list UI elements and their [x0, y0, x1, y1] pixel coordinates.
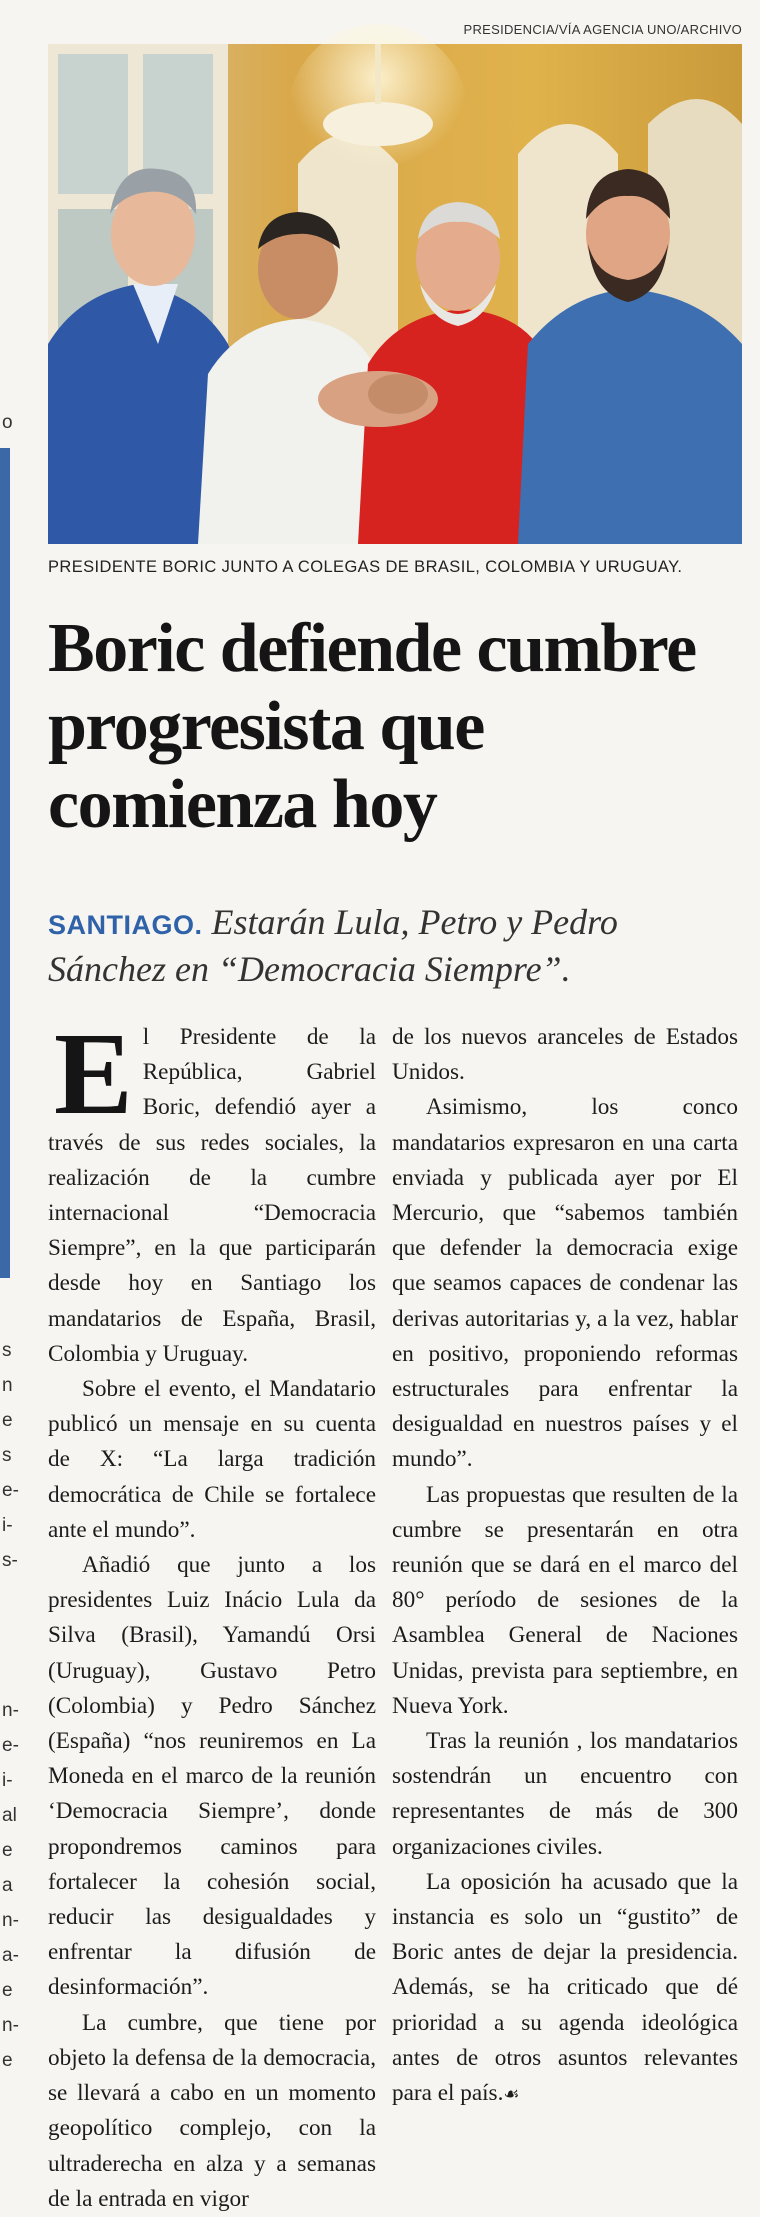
body-paragraph: Las propuestas que resulten de la cumbre se presentarán en otra reunión que se dará en el marco del 80° período de sesiones de la Asamblea General de Naciones Unidas, prevista para septiembre, en Nueva York. — [392, 1481, 738, 1719]
article-headline: Boric defiende cumbre progresista que comienza hoy — [48, 610, 696, 843]
adjacent-text-fragment: n- — [2, 2015, 19, 2036]
body-paragraph: de los nuevos aranceles de Estados Unidos. — [392, 1024, 738, 1086]
adjacent-text-fragment: s- — [2, 1550, 18, 1571]
body-column-2 — [392, 1020, 738, 2112]
presidents-photo-illustration — [48, 44, 742, 544]
adjacent-article-edge — [0, 0, 19, 2132]
adjacent-text-fragment: e- — [2, 1735, 19, 1756]
photo-caption: PRESIDENTE BORIC JUNTO A COLEGAS DE BRASIL, COLOMBIA Y URUGUAY. — [48, 558, 683, 576]
adjacent-text-fragment: a- — [2, 1945, 19, 1966]
paragraph-text: l Presidente de la República, Gabriel Boric, defendió ayer a través de sus redes sociales, la realización de la cumbre internacional “Democracia Siempre”, en la que participarán desde hoy en Santiago los mandatarios de España, Brasil, Colombia y Uruguay. — [48, 1024, 376, 1367]
adjacent-text-fragment: e — [2, 1410, 13, 1431]
article-dek — [48, 900, 738, 991]
adjacent-text-fragment: e — [2, 2050, 13, 2071]
adjacent-blue-panel — [0, 448, 10, 1278]
body-paragraph — [48, 1008, 376, 1372]
body-paragraph: Asimismo, los conco mandatarios expresaron en una carta enviada y publicada ayer por El Mercurio, que “sabemos también que defender la democracia exige que seamos capaces de condenar las derivas autoritarias y, a la vez, hablar en positivo, proponiendo reformas estructurales para enfrentar la desigualdad en nuestros países y el mundo”. — [392, 1094, 738, 1473]
article-photo — [48, 44, 742, 544]
adjacent-text-fragment: s — [2, 1445, 12, 1466]
dek-text: Estarán Lula, Petro y Pedro Sánchez en “Democracia Siempre”. — [48, 902, 618, 989]
adjacent-text-fragment: al — [2, 1805, 17, 1826]
body-paragraph: Tras la reunión , los mandatarios sostendrán un encuentro con representantes de más de 300 organizaciones civiles. — [392, 1728, 738, 1860]
adjacent-text-fragment: i- — [2, 1770, 13, 1791]
adjacent-text-fragment: e — [2, 1980, 13, 2001]
body-paragraph: Añadió que junto a los presidentes Luiz Inácio Lula da Silva (Brasil), Yamandú Orsi (Uruguay), Gustavo Petro (Colombia) y Pedro Sánchez (España) “nos reuniremos en La Moneda en el marco de la reunión ‘Democracia Siempre’, donde propondremos caminos para fortalecer la cohesión social, reducir las desigualdades y enfrentar la difusión de desinformación”. — [48, 1552, 376, 2001]
adjacent-text-fragment: n — [2, 1375, 13, 1396]
body-paragraph: Sobre el evento, el Mandatario publicó un mensaje en su cuenta de X: “La larga tradición democrática de Chile se fortalece ante el mundo”. — [48, 1376, 376, 1543]
adjacent-text-fragment: n- — [2, 1700, 19, 1721]
photo-credit: PRESIDENCIA/VÍA AGENCIA UNO/ARCHIVO — [463, 22, 742, 37]
adjacent-text-fragment: e- — [2, 1480, 19, 1501]
adjacent-text-fragment: s — [2, 1340, 12, 1361]
body-paragraph: La cumbre, que tiene por objeto la defensa de la democracia, se llevará a cabo en un momento geopolítico complejo, con la ultraderecha en alza y a semanas de la entrada en vigor — [48, 2009, 376, 2212]
adjacent-text-fragment: n- — [2, 1910, 19, 1931]
adjacent-text-fragment: a — [2, 1875, 13, 1896]
paragraph-text: La oposición ha acusado que la instancia es solo un “gustito” de Boric antes de dejar la presidencia. Además, se ha criticado que dé prioridad a su agenda ideológica antes de otros asuntos relevantes para el país. — [392, 1868, 738, 2107]
drop-cap: E — [54, 1008, 133, 1139]
adjacent-text-fragment: i- — [2, 1515, 13, 1536]
body-column-1 — [48, 1008, 376, 2217]
end-of-article-icon: ☙ — [503, 2084, 520, 2106]
body-paragraph — [392, 1865, 738, 2112]
adjacent-text-fragment: o — [2, 412, 13, 433]
dateline-place: SANTIAGO. — [48, 910, 203, 940]
adjacent-text-fragment: e — [2, 1840, 13, 1861]
